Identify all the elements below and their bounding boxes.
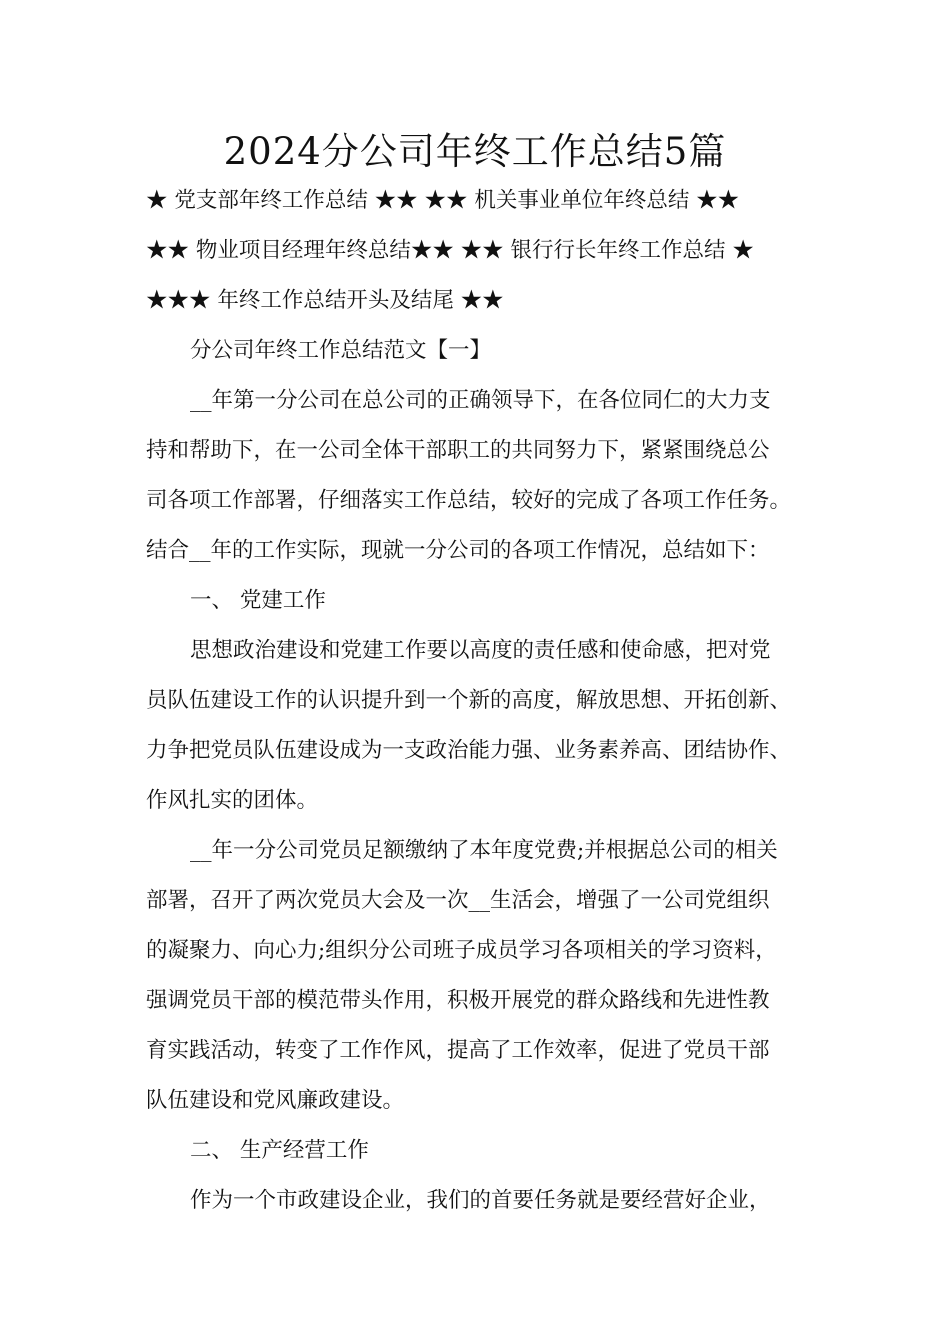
heading-operations: 二、 生产经营工作 xyxy=(190,1138,369,1163)
related-links-line[interactable]: ★★ 物业项目经理年终总结★★ ★★ 银行行长年终工作总结 ★ xyxy=(146,238,754,263)
paragraph-line: 的凝聚力、向心力;组织分公司班子成员学习各项相关的学习资料， xyxy=(146,938,777,963)
document-title: 2024分公司年终工作总结5篇 xyxy=(223,130,727,173)
paragraph-line: 结合__年的工作实际，现就一分公司的各项工作情况，总结如下： xyxy=(146,538,770,563)
paragraph-line: 部署，召开了两次党员大会及一次__生活会，增强了一公司党组织 xyxy=(146,888,770,913)
paragraph-line: 队伍建设和党风廉政建设。 xyxy=(146,1088,405,1113)
paragraph-line: 员队伍建设工作的认识提升到一个新的高度，解放思想、开拓创新、 xyxy=(146,688,792,713)
paragraph-line: 育实践活动，转变了工作作风，提高了工作效率，促进了党员干部 xyxy=(146,1038,770,1063)
paragraph-line: 作为一个市政建设企业，我们的首要任务就是要经营好企业， xyxy=(190,1188,771,1213)
paragraph-line: __年一分公司党员足额缴纳了本年度党费;并根据总公司的相关 xyxy=(190,838,778,863)
paragraph-line: 力争把党员队伍建设成为一支政治能力强、业务素养高、团结协作、 xyxy=(146,738,792,763)
heading-party-building: 一、 党建工作 xyxy=(190,588,326,613)
section-title: 分公司年终工作总结范文【一】 xyxy=(190,338,492,363)
paragraph-line: __年第一分公司在总公司的正确领导下，在各位同仁的大力支 xyxy=(190,388,771,413)
related-links-line[interactable]: ★★★ 年终工作总结开头及结尾 ★★ xyxy=(146,288,504,313)
related-links-line[interactable]: ★ 党支部年终工作总结 ★★ ★★ 机关事业单位年终总结 ★★ xyxy=(146,188,740,213)
paragraph-line: 思想政治建设和党建工作要以高度的责任感和使命感，把对党 xyxy=(190,638,771,663)
paragraph-line: 作风扎实的团体。 xyxy=(146,788,319,813)
paragraph-line: 强调党员干部的模范带头作用，积极开展党的群众路线和先进性教 xyxy=(146,988,770,1013)
paragraph-line: 司各项工作部署，仔细落实工作总结，较好的完成了各项工作任务。 xyxy=(146,488,792,513)
paragraph-line: 持和帮助下，在一公司全体干部职工的共同努力下，紧紧围绕总公 xyxy=(146,438,770,463)
